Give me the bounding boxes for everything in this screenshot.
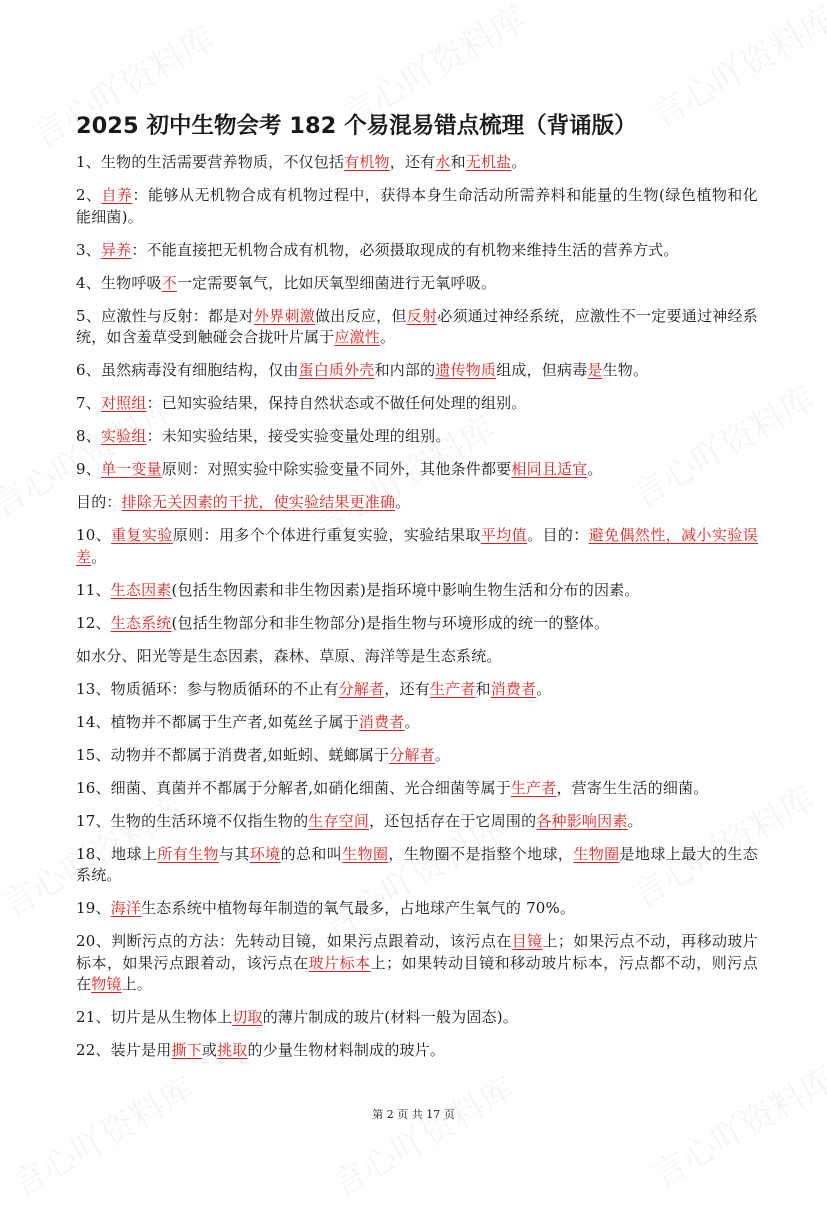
list-item (76, 931, 758, 996)
highlighted-term: 消费者 (358, 712, 405, 731)
paragraph-text: 。 (587, 460, 603, 478)
highlighted-term: 相同且适宜 (511, 460, 588, 478)
paragraph-text: 原则：对照实验中除实验变量不同外，其他条件都要 (161, 460, 512, 478)
highlighted-term: 切取 (232, 1008, 263, 1026)
paragraph-text: 7、 (76, 394, 101, 412)
paragraph-text: 2、 (76, 186, 102, 204)
list-item (76, 679, 758, 701)
highlighted-term: 物镜 (91, 975, 122, 993)
highlighted-term: 消费者 (490, 679, 537, 698)
highlighted-term: 遗传物质 (435, 361, 497, 379)
highlighted-term: 分解者 (389, 745, 435, 764)
list-item (76, 778, 758, 800)
list-item (76, 844, 758, 887)
paragraph-text: ，营寄生生活的细菌。 (556, 778, 709, 797)
paragraph-text: ，生物圈不是指整个地球， (388, 844, 574, 863)
highlighted-term: 蛋白质外壳 (298, 361, 375, 379)
paragraph-text: 6、虽然病毒没有细胞结构，仅由 (76, 361, 299, 379)
highlighted-term: 外界刺激 (253, 306, 316, 325)
list-item (76, 745, 758, 767)
highlighted-term: 生态系统 (110, 613, 172, 632)
highlighted-term: 环境 (249, 844, 281, 863)
paragraph-text: 生态系统中植物每年制造的氧气最多，占地球产生氧气的 70%。 (141, 899, 576, 917)
paragraph-text: 必须通过神经系统，应激性不一定要通过神经系统，如含羞草受到触碰会合拢叶片属于 (76, 306, 759, 346)
paragraph-text: 原则：用多个个体进行重复实验，实验结果取 (172, 526, 481, 544)
highlighted-term: 玻片标本 (308, 953, 371, 972)
list-item (76, 1007, 758, 1029)
highlighted-term: 异养 (100, 240, 132, 259)
page-footer: 第 2 页 共 17 页 (372, 1108, 455, 1121)
paragraph-text: 。 (91, 547, 107, 566)
paragraph-text: 。 (434, 745, 451, 764)
highlighted-term: 海洋 (110, 899, 142, 917)
paragraph-text: 。 (536, 679, 552, 698)
paragraph-text: 5、应激性与反射：都是对 (76, 306, 254, 325)
watermark-text (641, 1052, 827, 1196)
list-item (76, 273, 758, 295)
list-item (76, 152, 758, 174)
paragraph-text: 。 (395, 493, 411, 511)
paragraph-text: (包括生物部分和非生物部分)是指生物与环境形成的统一的整体。 (171, 613, 610, 632)
highlighted-term: 生产者 (429, 679, 476, 698)
paragraph-text: 19、 (76, 899, 111, 917)
paragraph-text: 9、 (76, 460, 101, 478)
highlighted-term: 单一变量 (100, 460, 162, 478)
paragraph-text: 和 (450, 153, 466, 171)
highlighted-term: 对照组 (100, 394, 147, 412)
paragraph-text: (包括生物因素和非生物因素)是指环境中影响生物生活和分布的因素。 (171, 580, 640, 599)
paragraph-text: 。 (404, 712, 420, 731)
watermark-text (1, 1062, 202, 1206)
paragraph-text: 。 (627, 811, 643, 830)
list-item (76, 393, 758, 415)
highlighted-term: 平均值 (480, 526, 528, 544)
paragraph-text: 4、生物呼吸 (76, 273, 162, 292)
paragraph-text: 与其 (218, 844, 250, 863)
list-item (76, 580, 758, 602)
paragraph-text: ，还有 (389, 153, 436, 171)
paragraph-text: 上；如果污点不动，再移动玻片标本，如果污点跟着动，该污点在 (76, 932, 759, 972)
list-item (76, 459, 758, 481)
highlighted-term: 生态因素 (110, 580, 172, 599)
paragraph-text: 上；如果转动目镜和移动玻片标本，污点都不动，则污点在 (76, 953, 758, 993)
paragraph-text: 8、 (76, 427, 101, 445)
paragraph-text: 是地球上最大的生态系统。 (76, 844, 758, 884)
paragraph-text: 的总和叫 (280, 844, 343, 863)
paragraph-text: 上。 (121, 975, 153, 993)
paragraph-text: 15、动物并不都属于消费者,如蚯蚓、蜣螂属于 (76, 745, 390, 764)
highlighted-term: 自养 (101, 186, 133, 204)
paragraph-text: 或 (201, 1041, 218, 1059)
highlighted-term: 生存空间 (308, 811, 370, 830)
highlighted-term: 无机盐 (465, 153, 512, 171)
paragraph-text: 的少量生物材料制成的玻片。 (247, 1041, 446, 1059)
highlighted-term: 目镜 (511, 932, 543, 950)
watermark-text (321, 1062, 522, 1206)
highlighted-term: 分解者 (338, 679, 385, 698)
list-item (76, 185, 758, 228)
paragraph-text: 3、 (76, 240, 101, 259)
highlighted-term: 反射 (406, 306, 438, 325)
list-item (76, 306, 758, 349)
paragraph-text: 一定需要氧气，比如厌氧型细菌进行无氧呼吸。 (176, 273, 497, 292)
list-item (76, 712, 758, 734)
highlighted-term: 水 (435, 153, 451, 171)
paragraph-text: 。 (511, 153, 527, 171)
paragraph-text: 13、物质循环：参与物质循环的不止有 (76, 679, 339, 698)
paragraph-text: ：不能直接把无机物合成有机物，必须摄取现成的有机物来维持生活的营养方式。 (131, 240, 679, 259)
paragraph-text: 和 (475, 679, 491, 698)
list-item (76, 525, 758, 568)
paragraph-text: ，还包括存在于它周围的 (369, 811, 537, 830)
highlighted-term: 应激性 (334, 328, 381, 346)
paragraph-text: 11、 (76, 580, 111, 599)
paragraph-text: 18、地球上 (76, 844, 158, 863)
list-item (76, 492, 758, 514)
paragraph-text: ：未知实验结果，接受实验变量处理的组别。 (146, 427, 451, 445)
paragraph-text: 生物。 (602, 361, 649, 379)
watermark-text (641, 0, 827, 137)
paragraph-text: 16、细菌、真菌并不都属于分解者,如硝化细菌、光合细菌等属于 (76, 778, 511, 797)
paragraph-text: 12、 (76, 613, 111, 632)
paragraph-text: 17、生物的生活环境不仅指生物的 (76, 811, 309, 830)
paragraph-text: 10、 (76, 526, 112, 544)
highlighted-term: 是 (587, 361, 603, 379)
list-item (76, 426, 758, 448)
highlighted-term: 不 (161, 273, 177, 292)
highlighted-term: 生物圈 (573, 844, 620, 863)
paragraph-text: ：能够从无机物合成有机物过程中，获得本身生命活动所需养料和能量的生物(绿色植物和化能细菌)。 (76, 186, 758, 226)
list-item (76, 811, 758, 833)
paragraph-text: 如水分、阳光等是生态因素，森林、草原、海洋等是生态系统。 (76, 646, 502, 665)
paragraph-text: 14、植物并不都属于生产者,如菟丝子属于 (76, 712, 359, 731)
paragraph-text: 的薄片制成的玻片(材料一般为固态)。 (262, 1008, 519, 1026)
document-title: 2025 初中生物会考 182 个易混易错点梳理（背诵版） (76, 113, 637, 139)
highlighted-term: 排除无关因素的干扰，使实验结果更准确 (121, 493, 396, 511)
highlighted-term: 所有生物 (157, 844, 219, 863)
paragraph-text: ，还有 (384, 679, 430, 698)
list-item (76, 613, 758, 635)
highlighted-term: 各种影响因素 (536, 811, 628, 830)
paragraph-text: 1、生物的生活需要营养物质，不仅包括 (76, 153, 345, 171)
document-body (76, 152, 758, 1073)
list-item (76, 1040, 758, 1062)
highlighted-term: 有机物 (344, 153, 390, 171)
highlighted-term: 实验组 (100, 427, 147, 445)
paragraph-text: 和内部的 (374, 361, 436, 379)
highlighted-term: 生物圈 (342, 844, 389, 863)
paragraph-text: 目的： (76, 493, 122, 511)
paragraph-text: 做出反应，但 (315, 306, 407, 325)
highlighted-term: 挑取 (217, 1041, 248, 1059)
list-item (76, 240, 758, 262)
paragraph-text: ：已知实验结果，保持自然状态或不做任何处理的组别。 (146, 394, 527, 412)
list-item (76, 646, 758, 668)
paragraph-text: 21、切片是从生物体上 (76, 1008, 233, 1026)
highlighted-term: 避免偶然性，减小实验误差 (76, 526, 758, 566)
highlighted-term: 重复实验 (111, 526, 173, 544)
list-item (76, 898, 758, 920)
paragraph-text: 组成，但病毒 (496, 361, 588, 379)
list-item (76, 360, 758, 382)
paragraph-text: 。 (380, 328, 396, 346)
paragraph-text: 20、判断污点的方法：先转动目镜，如果污点跟着动，该污点在 (76, 932, 512, 950)
highlighted-term: 生产者 (510, 778, 557, 797)
paragraph-text: 。目的： (527, 526, 589, 544)
highlighted-term: 撕下 (171, 1041, 202, 1059)
paragraph-text: 22、装片是用 (76, 1041, 172, 1059)
